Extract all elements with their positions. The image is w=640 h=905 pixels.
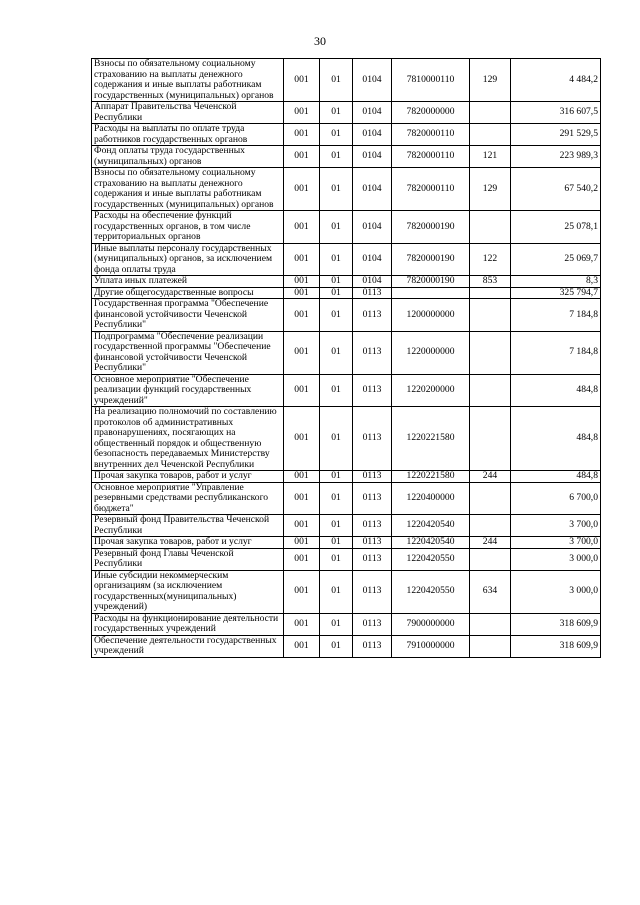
- amount: 3 000,0: [511, 548, 601, 570]
- expense-name: На реализацию полномочий по составлению протоколов об административных правонарушениях, посягающих на общественный порядок и общественную безопасность передаваемых Министерству внутренних дел Чеченской Республики: [92, 407, 284, 471]
- target-article-code: [392, 287, 470, 299]
- amount: 25 078,1: [511, 211, 601, 244]
- target-article-code: 1220221580: [392, 407, 470, 471]
- target-article-code: 1220200000: [392, 374, 470, 407]
- amount: 484,8: [511, 374, 601, 407]
- subsection-code: 0113: [353, 635, 392, 657]
- expense-type-code: [470, 299, 511, 332]
- expense-type-code: [470, 548, 511, 570]
- expense-name: Подпрограмма "Обеспечение реализации государственной программы "Обеспечение финансовой устойчивости Чеченской Республики": [92, 331, 284, 374]
- expense-type-code: [470, 407, 511, 471]
- target-article-code: 7820000110: [392, 146, 470, 168]
- section-code: 01: [320, 299, 353, 332]
- table-row: [92, 471, 601, 483]
- amount: 25 069,7: [511, 243, 601, 276]
- amount: 4 484,2: [511, 59, 601, 102]
- section-code: 01: [320, 168, 353, 211]
- amount: 3 000,0: [511, 570, 601, 613]
- expense-name: Фонд оплаты труда государственных (муниципальных) органов: [92, 146, 284, 168]
- expense-name: Обеспечение деятельности государственных учреждений: [92, 635, 284, 657]
- target-article-code: 1220420550: [392, 570, 470, 613]
- expense-type-code: [470, 374, 511, 407]
- expense-name: Иные выплаты персоналу государственных (муниципальных) органов, за исключением фонда оплаты труда: [92, 243, 284, 276]
- section-code: 01: [320, 407, 353, 471]
- expense-name: Расходы на функционирование деятельности государственных учреждений: [92, 613, 284, 635]
- page-number: 30: [314, 34, 326, 48]
- subsection-code: 0104: [353, 243, 392, 276]
- table-row: [92, 168, 601, 211]
- section-code: 01: [320, 515, 353, 537]
- amount: 318 609,9: [511, 613, 601, 635]
- table-row: [92, 635, 601, 657]
- section-code: 01: [320, 124, 353, 146]
- expense-name: Резервный фонд Главы Чеченской Республики: [92, 548, 284, 570]
- expense-name: Прочая закупка товаров, работ и услуг: [92, 471, 284, 483]
- table-row: [92, 146, 601, 168]
- table-row: [92, 570, 601, 613]
- expense-type-code: [470, 211, 511, 244]
- ministry-code: 001: [284, 548, 320, 570]
- table-row: [92, 299, 601, 332]
- table-row: [92, 537, 601, 549]
- expense-type-code: [470, 482, 511, 515]
- section-code: 01: [320, 570, 353, 613]
- expense-type-code: [470, 613, 511, 635]
- amount: 291 529,5: [511, 124, 601, 146]
- expense-name: Уплата иных платежей: [92, 276, 284, 288]
- subsection-code: 0113: [353, 537, 392, 549]
- subsection-code: 0113: [353, 471, 392, 483]
- target-article-code: 7810000110: [392, 59, 470, 102]
- table-row: [92, 276, 601, 288]
- amount: 318 609,9: [511, 635, 601, 657]
- expense-type-code: [470, 102, 511, 124]
- subsection-code: 0113: [353, 374, 392, 407]
- subsection-code: 0104: [353, 276, 392, 288]
- table-row: [92, 407, 601, 471]
- table-row: [92, 515, 601, 537]
- table-row: [92, 211, 601, 244]
- target-article-code: 1220221580: [392, 471, 470, 483]
- section-code: 01: [320, 374, 353, 407]
- ministry-code: 001: [284, 211, 320, 244]
- ministry-code: 001: [284, 299, 320, 332]
- subsection-code: 0113: [353, 548, 392, 570]
- expense-type-code: 122: [470, 243, 511, 276]
- subsection-code: 0113: [353, 287, 392, 299]
- ministry-code: 001: [284, 102, 320, 124]
- subsection-code: 0104: [353, 168, 392, 211]
- section-code: 01: [320, 243, 353, 276]
- table-row: [92, 331, 601, 374]
- ministry-code: 001: [284, 407, 320, 471]
- budget-table: [91, 58, 601, 658]
- subsection-code: 0104: [353, 102, 392, 124]
- budget-table-body: [92, 59, 601, 658]
- table-row: [92, 548, 601, 570]
- amount: 8,3: [511, 276, 601, 288]
- ministry-code: 001: [284, 515, 320, 537]
- amount: 6 700,0: [511, 482, 601, 515]
- amount: 3 700,0: [511, 537, 601, 549]
- expense-name: Резервный фонд Правительства Чеченской Республики: [92, 515, 284, 537]
- table-row: [92, 482, 601, 515]
- target-article-code: 7900000000: [392, 613, 470, 635]
- section-code: 01: [320, 146, 353, 168]
- amount: 316 607,5: [511, 102, 601, 124]
- section-code: 01: [320, 548, 353, 570]
- amount: 484,8: [511, 471, 601, 483]
- section-code: 01: [320, 331, 353, 374]
- table-row: [92, 374, 601, 407]
- target-article-code: 1220000000: [392, 331, 470, 374]
- amount: 325 794,7: [511, 287, 601, 299]
- amount: 7 184,8: [511, 299, 601, 332]
- target-article-code: 7820000190: [392, 276, 470, 288]
- ministry-code: 001: [284, 471, 320, 483]
- expense-name: Другие общегосударственные вопросы: [92, 287, 284, 299]
- subsection-code: 0113: [353, 515, 392, 537]
- target-article-code: 7820000110: [392, 168, 470, 211]
- expense-type-code: [470, 635, 511, 657]
- ministry-code: 001: [284, 482, 320, 515]
- section-code: 01: [320, 276, 353, 288]
- section-code: 01: [320, 211, 353, 244]
- expense-name: Взносы по обязательному социальному страхованию на выплаты денежного содержания и иные выплаты работникам государственных (муниципальных) органов: [92, 59, 284, 102]
- expense-name: Аппарат Правительства Чеченской Республики: [92, 102, 284, 124]
- amount: 223 989,3: [511, 146, 601, 168]
- table-row: [92, 287, 601, 299]
- target-article-code: 7910000000: [392, 635, 470, 657]
- subsection-code: 0113: [353, 482, 392, 515]
- ministry-code: 001: [284, 537, 320, 549]
- ministry-code: 001: [284, 124, 320, 146]
- expense-name: Государственная программа "Обеспечение финансовой устойчивости Чеченской Республики": [92, 299, 284, 332]
- expense-type-code: [470, 287, 511, 299]
- subsection-code: 0113: [353, 299, 392, 332]
- expense-type-code: 244: [470, 537, 511, 549]
- ministry-code: 001: [284, 243, 320, 276]
- section-code: 01: [320, 613, 353, 635]
- ministry-code: 001: [284, 276, 320, 288]
- expense-name: Основное мероприятие "Обеспечение реализации функций государственных учреждений": [92, 374, 284, 407]
- expense-name: Взносы по обязательному социальному страхованию на выплаты денежного содержания и иные выплаты работникам государственных (муниципальных) органов: [92, 168, 284, 211]
- ministry-code: 001: [284, 331, 320, 374]
- subsection-code: 0104: [353, 211, 392, 244]
- expense-type-code: 129: [470, 59, 511, 102]
- target-article-code: 7820000190: [392, 211, 470, 244]
- expense-name: Расходы на выплаты по оплате труда работников государственных органов: [92, 124, 284, 146]
- section-code: 01: [320, 102, 353, 124]
- table-row: [92, 102, 601, 124]
- subsection-code: 0113: [353, 407, 392, 471]
- section-code: 01: [320, 287, 353, 299]
- section-code: 01: [320, 59, 353, 102]
- section-code: 01: [320, 635, 353, 657]
- expense-type-code: 244: [470, 471, 511, 483]
- amount: 484,8: [511, 407, 601, 471]
- target-article-code: 7820000000: [392, 102, 470, 124]
- amount: 7 184,8: [511, 331, 601, 374]
- target-article-code: 7820000110: [392, 124, 470, 146]
- ministry-code: 001: [284, 613, 320, 635]
- subsection-code: 0104: [353, 59, 392, 102]
- target-article-code: 1200000000: [392, 299, 470, 332]
- ministry-code: 001: [284, 59, 320, 102]
- table-row: [92, 613, 601, 635]
- subsection-code: 0104: [353, 124, 392, 146]
- expense-type-code: 634: [470, 570, 511, 613]
- expense-name: Основное мероприятие "Управление резервными средствами республиканского бюджета": [92, 482, 284, 515]
- subsection-code: 0113: [353, 331, 392, 374]
- table-row: [92, 124, 601, 146]
- section-code: 01: [320, 471, 353, 483]
- subsection-code: 0104: [353, 146, 392, 168]
- section-code: 01: [320, 482, 353, 515]
- target-article-code: 1220420550: [392, 548, 470, 570]
- ministry-code: 001: [284, 146, 320, 168]
- amount: 3 700,0: [511, 515, 601, 537]
- ministry-code: 001: [284, 287, 320, 299]
- expense-type-code: 121: [470, 146, 511, 168]
- subsection-code: 0113: [353, 613, 392, 635]
- ministry-code: 001: [284, 168, 320, 211]
- table-row: [92, 243, 601, 276]
- expense-type-code: 129: [470, 168, 511, 211]
- ministry-code: 001: [284, 635, 320, 657]
- target-article-code: 1220420540: [392, 537, 470, 549]
- expense-name: Иные субсидии некоммерческим организациям (за исключением государственных(муниципальных) учреждений): [92, 570, 284, 613]
- expense-type-code: [470, 331, 511, 374]
- target-article-code: 1220400000: [392, 482, 470, 515]
- target-article-code: 7820000190: [392, 243, 470, 276]
- section-code: 01: [320, 537, 353, 549]
- expense-type-code: [470, 124, 511, 146]
- expense-name: Прочая закупка товаров, работ и услуг: [92, 537, 284, 549]
- expense-type-code: 853: [470, 276, 511, 288]
- expense-type-code: [470, 515, 511, 537]
- target-article-code: 1220420540: [392, 515, 470, 537]
- amount: 67 540,2: [511, 168, 601, 211]
- ministry-code: 001: [284, 570, 320, 613]
- ministry-code: 001: [284, 374, 320, 407]
- table-row: [92, 59, 601, 102]
- expense-name: Расходы на обеспечение функций государственных органов, в том числе территориальных органов: [92, 211, 284, 244]
- subsection-code: 0113: [353, 570, 392, 613]
